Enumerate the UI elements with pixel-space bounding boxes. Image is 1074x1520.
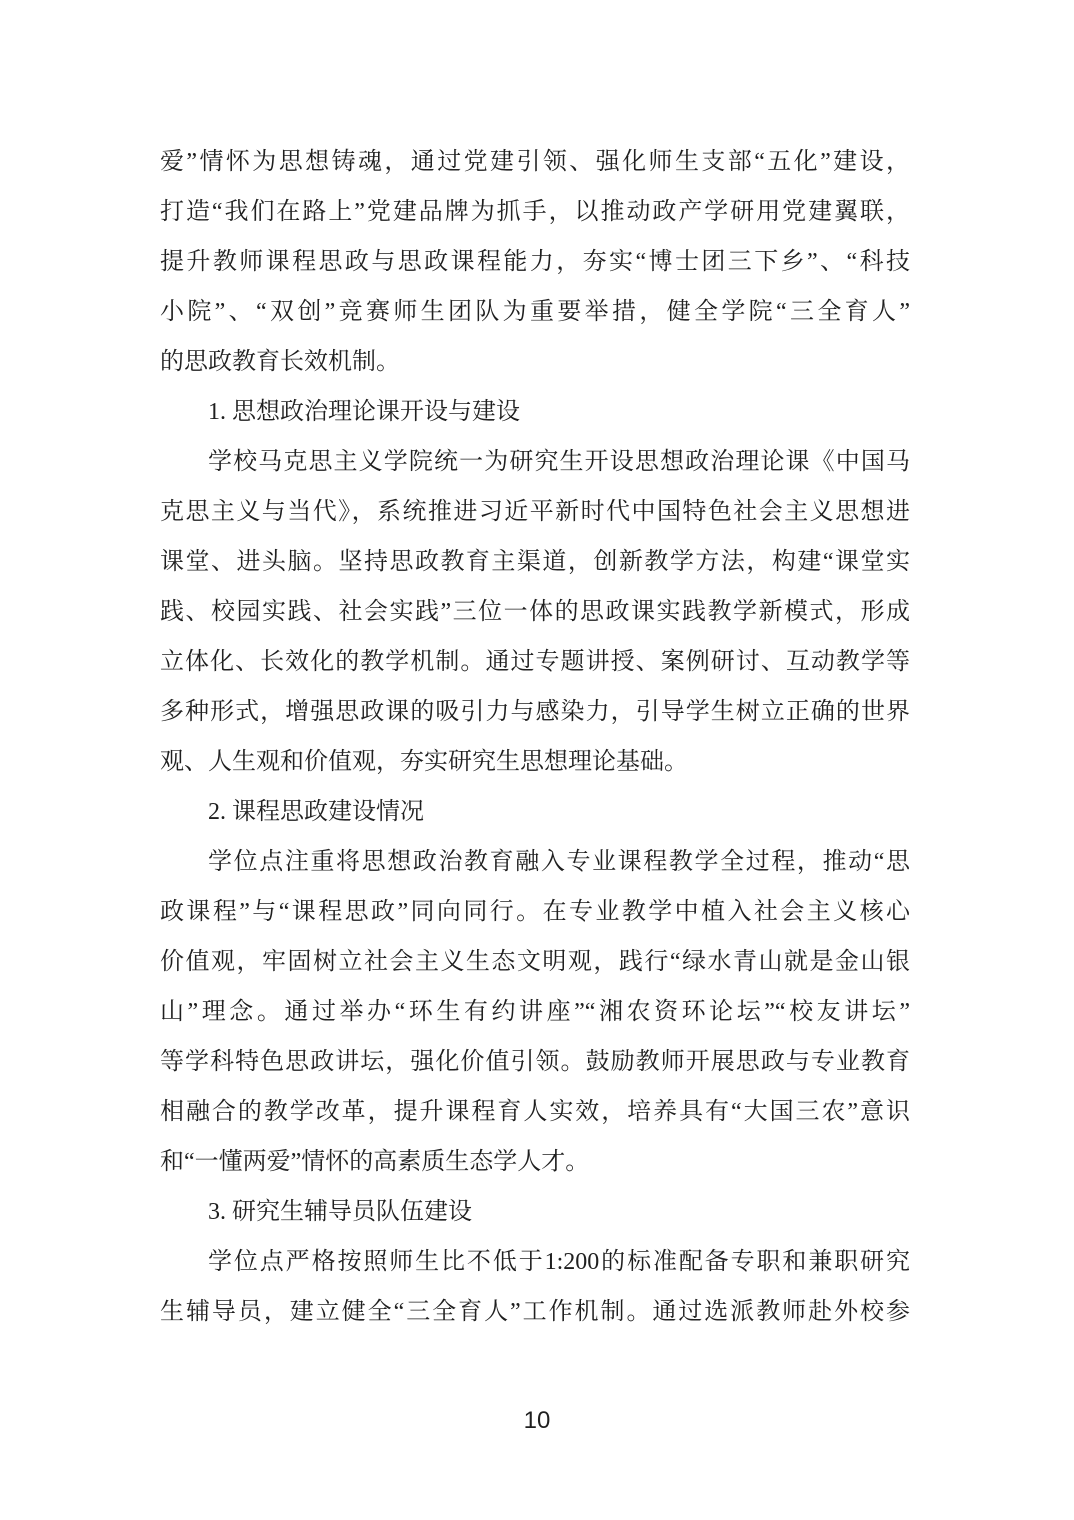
text-line: 价值观，牢固树立社会主义生态文明观，践行“绿水青山就是金山银 xyxy=(160,949,910,975)
text-line: 践、校园实践、社会实践”三位一体的思政课实践教学新模式，形成 xyxy=(160,599,910,625)
text-line: 打造“我们在路上”党建品牌为抓手，以推动政产学研用党建翼联， xyxy=(160,199,910,225)
text-line: 学位点严格按照师生比不低于1:200的标准配备专职和兼职研究 xyxy=(208,1249,910,1275)
section-heading-1: 1. 思想政治理论课开设与建设 xyxy=(208,399,520,425)
section-heading-2: 2. 课程思政建设情况 xyxy=(208,799,424,825)
page-footer xyxy=(0,1406,1074,1436)
text-line: 生辅导员，建立健全“三全育人”工作机制。通过选派教师赴外校参 xyxy=(160,1299,910,1325)
section-heading-3: 3. 研究生辅导员队伍建设 xyxy=(208,1199,472,1225)
text-line: 课堂、进头脑。坚持思政教育主渠道，创新教学方法，构建“课堂实 xyxy=(160,549,910,575)
text-line: 克思主义与当代》，系统推进习近平新时代中国特色社会主义思想进 xyxy=(160,499,910,525)
text-line: 和“一懂两爱”情怀的高素质生态学人才。 xyxy=(160,1149,590,1175)
page-number: 10 xyxy=(523,1407,551,1434)
text-line: 相融合的教学改革，提升课程育人实效，培养具有“大国三农”意识 xyxy=(160,1099,910,1125)
text-line: 学位点注重将思想政治教育融入专业课程教学全过程，推动“思 xyxy=(208,849,910,875)
text-line: 政课程”与“课程思政”同向同行。在专业教学中植入社会主义核心 xyxy=(160,899,910,925)
text-line: 等学科特色思政讲坛，强化价值引领。鼓励教师开展思政与专业教育 xyxy=(160,1049,910,1075)
text-line: 的思政教育长效机制。 xyxy=(160,349,400,375)
text-line: 立体化、长效化的教学机制。通过专题讲授、案例研讨、互动教学等 xyxy=(160,649,910,675)
text-line: 观、人生观和价值观，夯实研究生思想理论基础。 xyxy=(160,749,688,775)
text-line: 提升教师课程思政与思政课程能力，夯实“博士团三下乡”、“科技 xyxy=(160,249,910,275)
text-line: 山”理念。通过举办“环生有约讲座”“湘农资环论坛”“校友讲坛” xyxy=(160,999,910,1025)
text-block xyxy=(160,137,910,1337)
text-line: 小院”、“双创”竞赛师生团队为重要举措，健全学院“三全育人” xyxy=(160,299,910,325)
text-line: 多种形式，增强思政课的吸引力与感染力，引导学生树立正确的世界 xyxy=(160,699,910,725)
text-line: 爱”情怀为思想铸魂，通过党建引领、强化师生支部“五化”建设， xyxy=(160,149,910,175)
text-line: 学校马克思主义学院统一为研究生开设思想政治理论课《中国马 xyxy=(208,449,910,475)
